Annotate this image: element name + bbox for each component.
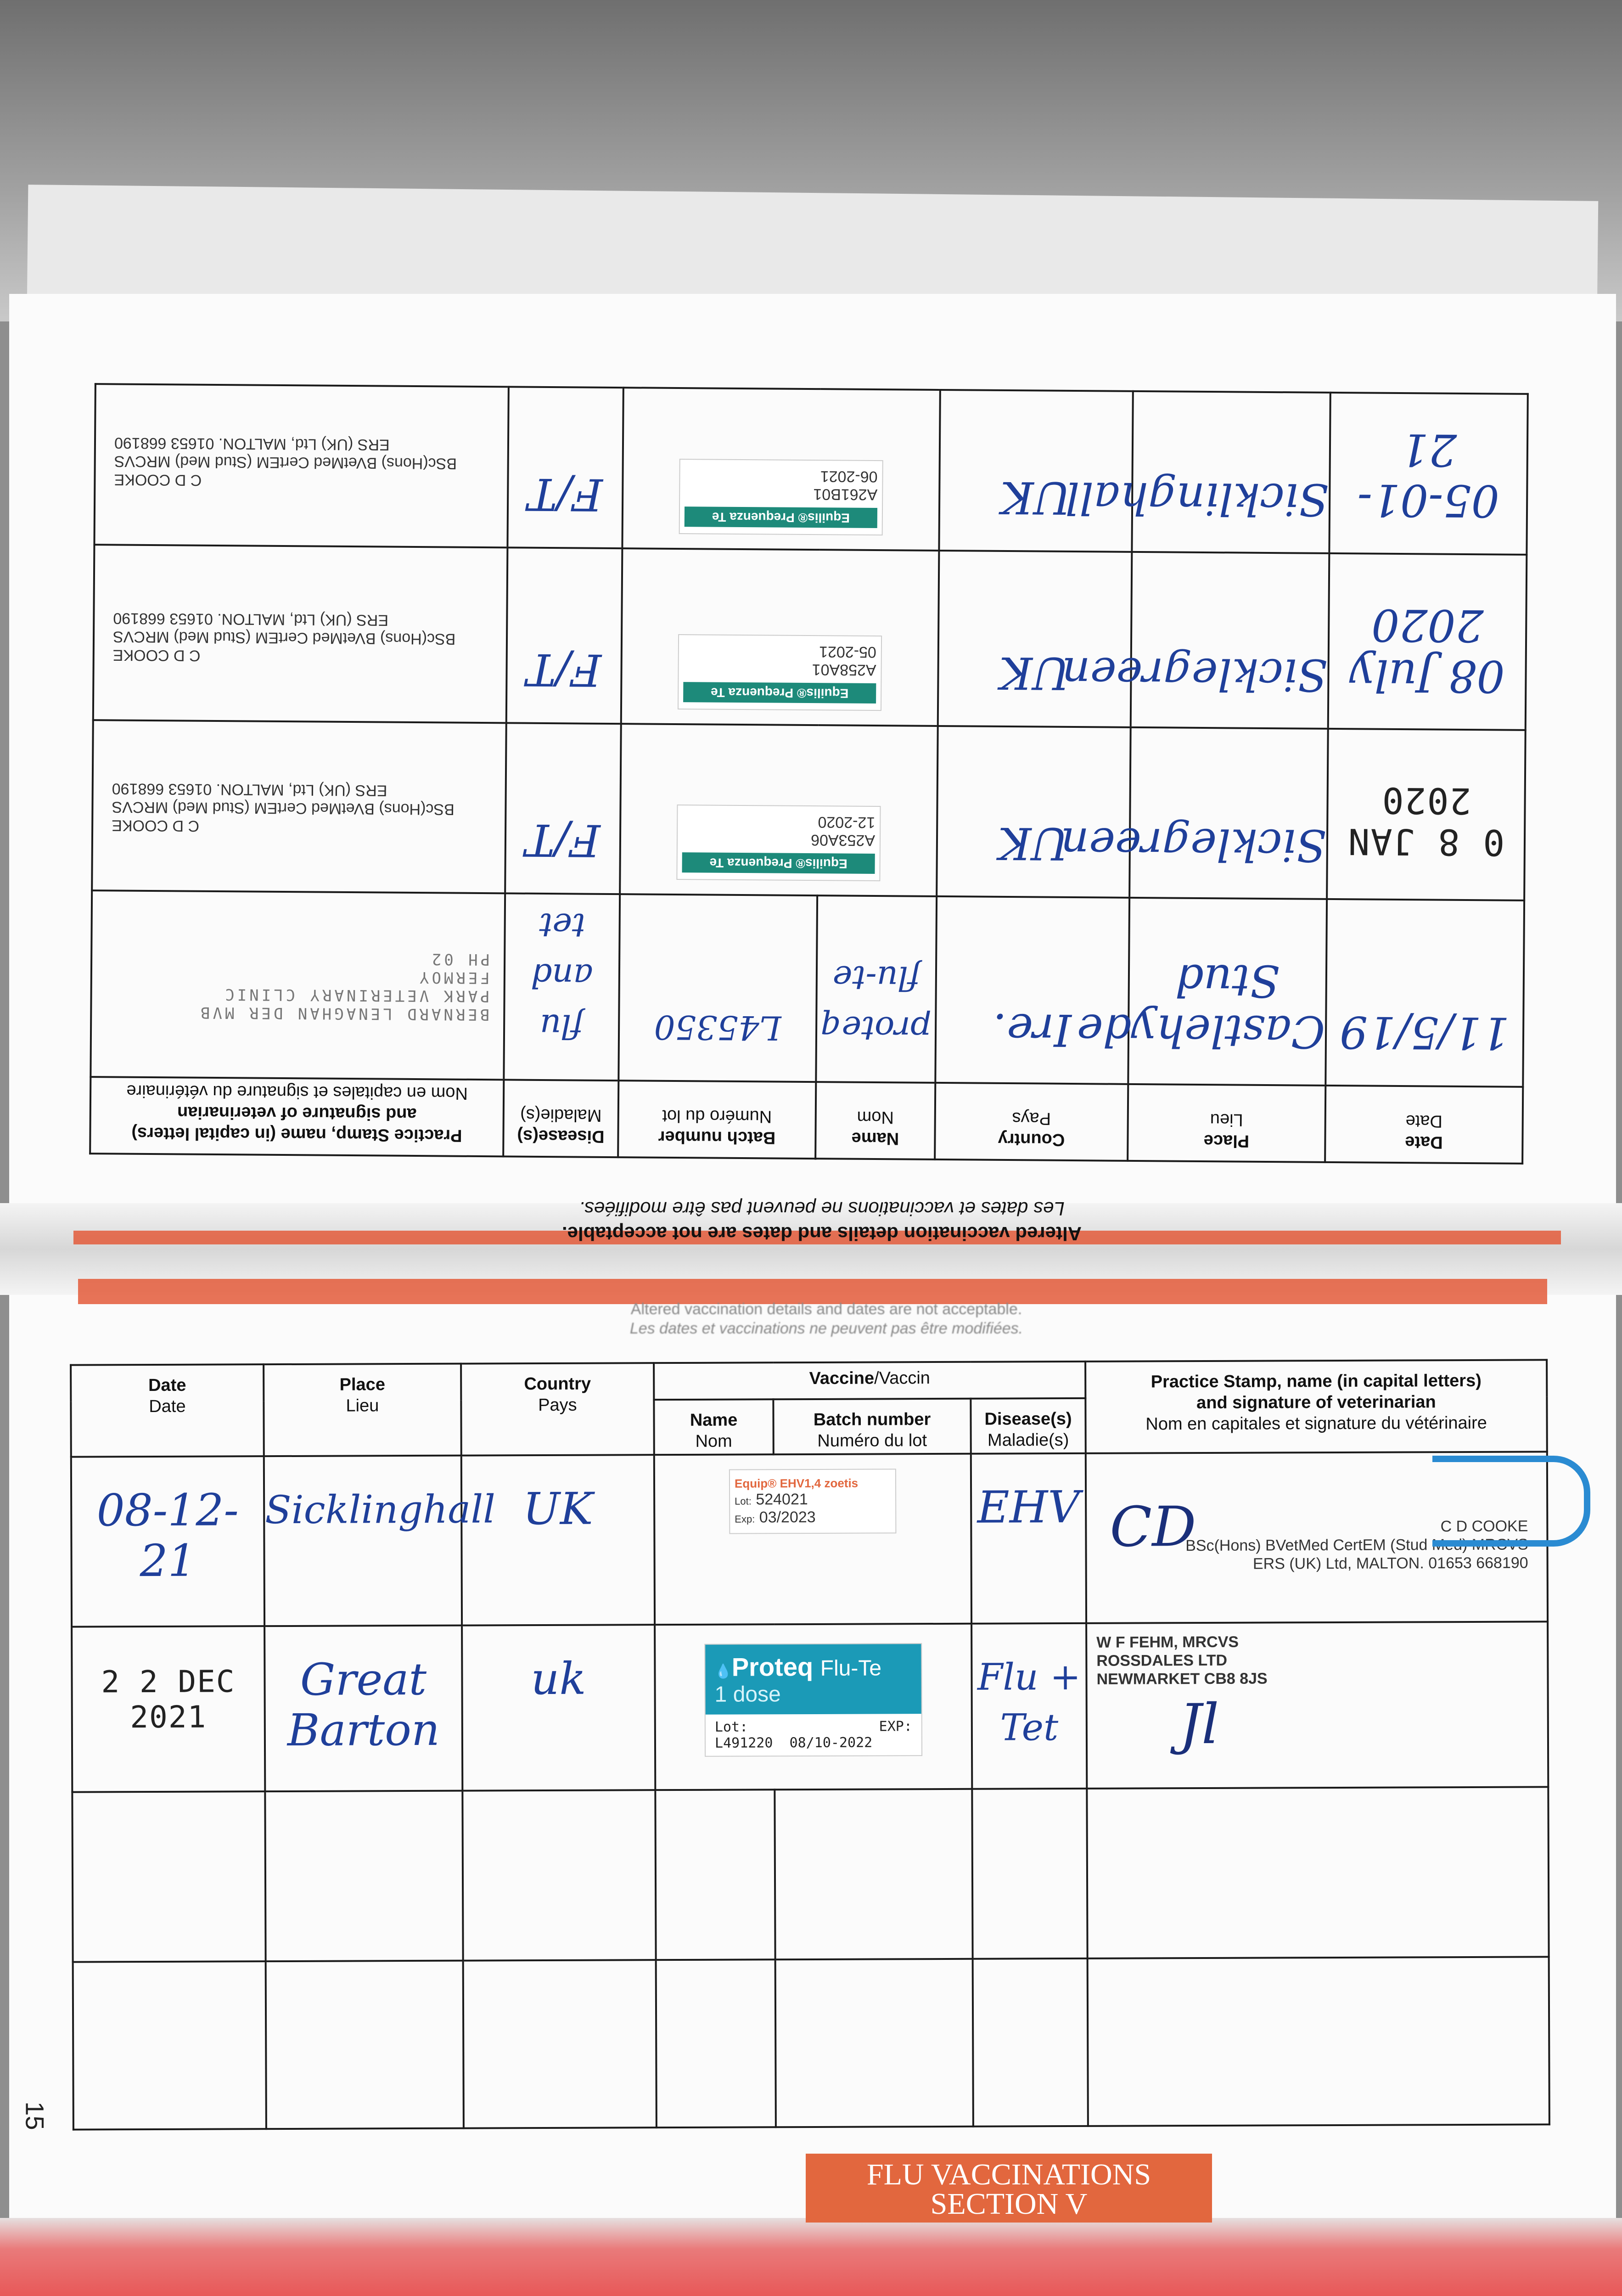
section-tab xyxy=(806,2154,1212,2223)
header-country: Country Pays xyxy=(935,1083,1128,1161)
vet-name: C D COOKE xyxy=(112,646,201,664)
cell-country: UK xyxy=(938,551,1132,727)
vet-practice: ERS (UK) Ltd, MALTON. 01653 668190 xyxy=(112,780,387,799)
vet-stamp xyxy=(1087,1622,1547,1688)
vaccine-sticker xyxy=(679,459,883,535)
brand-sub: Flu-Te xyxy=(820,1656,882,1681)
header-batch: Batch number Numéro du lot xyxy=(773,1399,971,1455)
vet-practice: ERS (UK) Ltd, MALTON. 01653 668190 xyxy=(113,609,389,629)
empty-cell xyxy=(266,1961,464,2129)
cell-disease: F/T xyxy=(506,548,623,724)
empty-cell xyxy=(73,1961,266,2129)
vaccine-sticker xyxy=(704,1643,922,1757)
cell-country: UK xyxy=(461,1455,655,1625)
cell-disease: F/T xyxy=(505,723,621,894)
lot-value: A261B01 xyxy=(813,485,878,504)
cell-disease: flu and tet xyxy=(504,893,620,1080)
header-place: Place Lieu xyxy=(264,1364,461,1456)
cell-country: uk xyxy=(462,1625,655,1790)
cell-batch: L45350 xyxy=(618,894,817,1082)
lot-exp xyxy=(706,1714,921,1756)
vet-quals: BSc(Hons) BVetMed CertEM (Stud Med) MRCVS xyxy=(112,628,456,648)
section-subtitle: SECTION V xyxy=(930,2187,1088,2221)
lot-value: A253A06 xyxy=(810,831,876,849)
table-row xyxy=(71,1452,1548,1626)
notice-upside-down xyxy=(500,1196,1143,1246)
stamp-line: PH 02 xyxy=(429,950,490,969)
table-row xyxy=(90,890,1524,1087)
empty-cell xyxy=(973,1958,1088,2127)
vaccine-brand: Equilis® Prequenza Te xyxy=(683,682,876,703)
header-date: Date Date xyxy=(71,1364,264,1457)
cell-country: UK xyxy=(937,726,1131,898)
vaccine-brand: Equilis® Prequenza Te xyxy=(682,852,875,874)
notice-line-fr: Les dates et vaccinations ne peuvent pas être modifiées. xyxy=(579,1198,1065,1220)
cell-place: Sicklinghall xyxy=(1132,391,1330,553)
stamp-line: BERNARD LENAGHAN DER MVB xyxy=(197,1003,490,1024)
cell-place: Castlehyde Stud xyxy=(1128,898,1327,1086)
upper-vaccination-table xyxy=(89,383,1529,1165)
table-row-empty xyxy=(73,1957,1549,2129)
empty-cell xyxy=(775,1959,973,2127)
vaccine-brand: Equip® EHV1,4 zoetis xyxy=(734,1476,859,1491)
vaccine-sticker xyxy=(678,634,882,711)
cell-vaccine-label xyxy=(621,549,939,726)
notice-line-en: Altered vaccination details and dates are not acceptable. xyxy=(561,1223,1082,1244)
cell-date: 08-12-21 xyxy=(71,1456,264,1626)
notice-line-en: Altered vaccination details and dates are not acceptable. xyxy=(630,1300,1022,1318)
cell-stamp xyxy=(90,890,505,1080)
cell-country: Ire. xyxy=(935,896,1129,1084)
empty-cell xyxy=(72,1791,265,1962)
header-name: Name Nom xyxy=(815,1082,935,1159)
vaccine-sticker xyxy=(729,1469,896,1534)
exp-value: 12-2020 xyxy=(818,813,876,831)
vaccine-brand: Equilis® Prequenza Te xyxy=(685,507,877,529)
vet-name: C D COOKE xyxy=(1440,1517,1528,1536)
cell-vaccine-label xyxy=(654,1454,971,1625)
empty-cell xyxy=(463,1960,657,2128)
lot-value: 524021 xyxy=(756,1491,808,1508)
cell-stamp xyxy=(1086,1621,1548,1789)
empty-cell xyxy=(462,1790,656,1960)
lower-vaccination-table xyxy=(70,1359,1550,2130)
lot-label: Lot: xyxy=(735,1495,752,1507)
cell-name: proteq flu-te xyxy=(816,895,937,1083)
stamp-line: FERMOY xyxy=(416,968,490,987)
cell-date: 2 2 DEC 2021 xyxy=(72,1626,265,1792)
stamp-line: PARK VETERINARY CLINIC xyxy=(222,985,490,1006)
cell-place: Sicklegreen xyxy=(1129,727,1328,899)
section-title: FLU VACCINATIONS xyxy=(866,2158,1151,2191)
cell-date: 08 July 2020 xyxy=(1328,553,1527,730)
vet-name: C D COOKE xyxy=(112,816,200,835)
empty-cell xyxy=(655,1790,775,1960)
empty-cell xyxy=(972,1789,1087,1959)
book-bottom-edge xyxy=(0,2218,1622,2296)
signature: Jl xyxy=(1179,1692,1219,1757)
header-country: Country Pays xyxy=(461,1363,654,1455)
exp-value: 05-2021 xyxy=(819,643,876,661)
empty-cell xyxy=(265,1791,463,1961)
vet-practice: ERS (UK) Ltd, MALTON. 01653 668190 xyxy=(1252,1554,1528,1573)
header-name: Name Nom xyxy=(654,1399,773,1455)
notice-blurred xyxy=(505,1300,1148,1338)
cell-stamp xyxy=(94,384,508,548)
drop-icon: 💧 xyxy=(714,1664,732,1679)
lot-value: L491220 xyxy=(714,1735,773,1751)
vet-quals: BSc(Hons) BVetMed CertEM (Stud Med) MRCVS xyxy=(114,452,457,473)
cell-disease: EHV xyxy=(971,1453,1086,1624)
cell-disease: F/T xyxy=(507,387,623,548)
vaccine-brand xyxy=(705,1644,921,1715)
notice-line-fr: Les dates et vaccinations ne peuvent pas être modifiées. xyxy=(629,1320,1023,1337)
table-row-empty xyxy=(72,1787,1549,1962)
lot-label: Lot: xyxy=(714,1719,748,1735)
empty-cell xyxy=(1088,1957,1549,2126)
header-batch: Batch number Numéro du lot xyxy=(618,1080,816,1159)
cell-stamp xyxy=(93,545,508,723)
vet-quals: BSc(Hons) BVetMed CertEM (Stud Med) MRCVS xyxy=(112,798,455,818)
header-stamp: Practice Stamp, name (in capital letters) and signature of veterinarian Nom en capitales et signature du vétérinaire xyxy=(90,1077,504,1156)
signature: CD xyxy=(1110,1495,1196,1559)
vet-name: C D COOKE xyxy=(114,471,202,490)
header-vaccine: Vaccine/Vaccin xyxy=(654,1362,1085,1400)
brand-name: Proteq xyxy=(731,1652,814,1682)
exp-label: EXP: xyxy=(879,1718,912,1735)
table-row xyxy=(72,1621,1548,1792)
cell-date: 05-01-21 xyxy=(1329,393,1527,555)
table-row xyxy=(93,545,1527,730)
cell-vaccine-label xyxy=(655,1624,972,1790)
header-disease: Disease(s) Maladie(s) xyxy=(971,1398,1085,1454)
cell-place: Sicklinghall xyxy=(264,1456,462,1626)
exp-value: 03/2023 xyxy=(759,1508,816,1526)
header-place: Place Lieu xyxy=(1128,1084,1325,1162)
cell-date: 11/5/19 xyxy=(1325,899,1524,1087)
paper-clip-icon xyxy=(1432,1456,1590,1547)
vaccine-sticker xyxy=(676,805,881,881)
page-number: 15 xyxy=(20,2101,50,2130)
vet-practice: ERS (UK) Ltd, MALTON. 01653 668190 xyxy=(114,434,390,454)
header-stamp: Practice Stamp, name (in capital letters) and signature of veterinarian Nom en capitales et signature du vétérinaire xyxy=(1085,1360,1547,1453)
exp-label: Exp: xyxy=(735,1513,755,1525)
vet-address: NEWMARKET CB8 8JS xyxy=(1096,1670,1268,1688)
empty-cell xyxy=(656,1959,776,2127)
empty-cell xyxy=(775,1789,972,1959)
cell-disease: Flu + Tet xyxy=(971,1623,1087,1789)
header-date: Date Date xyxy=(1325,1086,1523,1164)
cell-date: 0 8 JAN 2020 xyxy=(1327,729,1526,900)
dose: 1 dose xyxy=(714,1682,781,1707)
vet-name: W F FEHM, MRCVS xyxy=(1096,1633,1239,1651)
exp-value: 06-2021 xyxy=(820,467,878,486)
cell-place: Sicklegreen xyxy=(1131,552,1330,728)
cell-stamp xyxy=(92,720,506,893)
cell-vaccine-label xyxy=(622,388,940,551)
cell-vaccine-label xyxy=(620,724,938,896)
table-row xyxy=(92,720,1526,900)
empty-cell xyxy=(1087,1787,1549,1958)
exp-value: 08/10-2022 xyxy=(789,1734,873,1751)
cell-place: Great Barton xyxy=(264,1626,462,1791)
cell-country: UK xyxy=(939,390,1133,552)
vet-quals: BSc(Hons) BVetMed CertEM (Stud Med) MRCVS xyxy=(1185,1536,1528,1555)
vet-practice: ROSSDALES LTD xyxy=(1096,1651,1228,1670)
header-disease: Disease(s) Maladie(s) xyxy=(503,1080,618,1157)
lot-value: A258A01 xyxy=(812,660,876,679)
table-row xyxy=(94,384,1527,555)
